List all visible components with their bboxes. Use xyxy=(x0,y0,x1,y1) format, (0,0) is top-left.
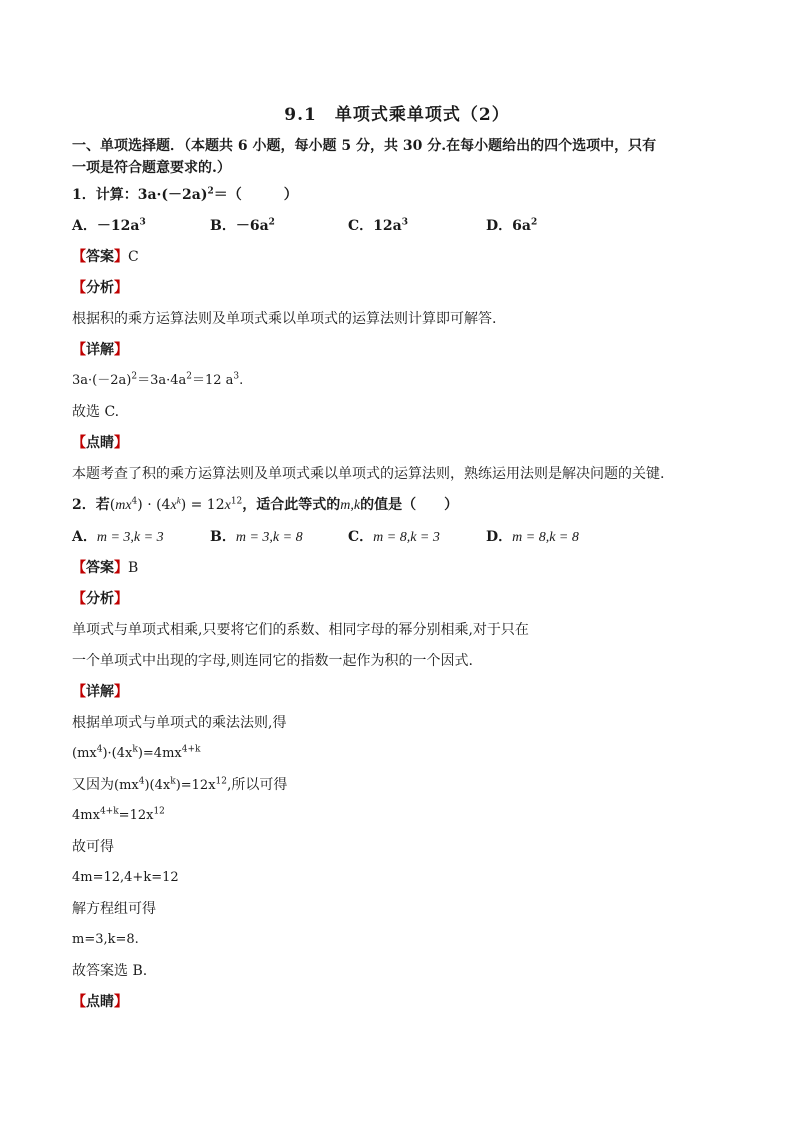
q1-stem-text-a: 计算：3a·(－2a) xyxy=(95,187,208,203)
q1-option-b: B．$-6a^2$ xyxy=(210,217,275,234)
q1-answer: 【答案】C xyxy=(72,249,139,265)
q1-option-a: A．$-12a^3$ xyxy=(72,217,146,234)
q1-comment-text: 本题考查了积的乘方运算法则及单项式乘以单项式的运算法则，熟练运用法则是解决问题的关键. xyxy=(72,466,665,482)
q2-option-d: D．m = 8,k = 8 xyxy=(486,529,579,545)
q2-option-b: B．m = 3,k = 8 xyxy=(210,529,303,545)
q2-detail-line8: m=3,k=8. xyxy=(72,932,139,947)
q1-detail-text: $3a\cdot(-2a)^2=3a\cdot 4a^2=12$ $a^3$. xyxy=(72,371,244,388)
q2-answer-value: B xyxy=(128,560,139,576)
q2-detail-line6: 4m=12,4+k=12 xyxy=(72,870,179,885)
q2-detail-label: 【详解】 xyxy=(72,684,128,700)
q2-detail-line7: 解方程组可得 xyxy=(72,901,156,917)
q2-detail-line9: 故答案选 B. xyxy=(72,963,148,979)
q2-equation: $(mx^4) \cdot (4x^k) = 12x^{12}$ xyxy=(109,495,243,513)
q1-answer-value: C xyxy=(128,249,139,265)
q2-detail-line2: $(mx^4)\cdot(4x^k)=4mx^{4+k}$ xyxy=(72,744,201,761)
q2-stem: 2．若$(mx^4) \cdot (4x^k) = 12x^{12}$，适合此等式的m,k的值是（ ） xyxy=(72,495,459,513)
q1-stem-text-b: ＝（ ） xyxy=(213,187,298,203)
q1-detail-label: 【详解】 xyxy=(72,342,128,358)
q1-option-c: C．$12a^3$ xyxy=(348,217,408,234)
q2-detail-line4: $4mx^{4+k}=12x^{12}$ xyxy=(72,806,165,823)
q2-option-a: A．m = 3,k = 3 xyxy=(72,529,164,545)
q2-option-c: C．m = 8,k = 3 xyxy=(348,529,440,545)
q2-analysis-line2: 一个单项式中出现的字母,则连同它的指数一起作为积的一个因式. xyxy=(72,653,473,669)
q2-comment-label: 【点睛】 xyxy=(72,994,128,1010)
q1-analysis-text: 根据积的乘方运算法则及单项式乘以单项式的运算法则计算即可解答. xyxy=(72,311,497,327)
q1-detail-conclusion: 故选 C. xyxy=(72,404,120,420)
q2-analysis-line1: 单项式与单项式相乘,只要将它们的系数、相同字母的幂分别相乘,对于只在 xyxy=(72,622,529,638)
q2-detail-line3: 又因为$(mx^4)(4x^k)=12x^{12}$,所以可得 xyxy=(72,776,288,793)
q1-option-d: D．$6a^2$ xyxy=(486,217,538,234)
page-title: 9.1 单项式乘单项式（2） xyxy=(284,105,510,125)
q2-analysis-label: 【分析】 xyxy=(72,591,128,607)
q2-number: 2． xyxy=(72,497,96,513)
q2-detail-line1: 根据单项式与单项式的乘法法则,得 xyxy=(72,715,287,731)
section-heading-line1: 一、单项选择题．（本题共 6 小题，每小题 5 分，共 30 分.在每小题给出的四个选项中，只有 xyxy=(72,138,657,154)
q2-answer: 【答案】B xyxy=(72,560,139,576)
q2-detail-line5: 故可得 xyxy=(72,839,114,855)
q1-analysis-label: 【分析】 xyxy=(72,280,128,296)
q1-number: 1． xyxy=(72,187,96,203)
answer-label: 答案 xyxy=(86,249,114,265)
q1-comment-label: 【点睛】 xyxy=(72,435,128,451)
section-heading-line2: 一项是符合题意要求的.） xyxy=(72,160,231,176)
q1-stem: 1．计算：$3a\cdot(-2a)^2=$（ ） xyxy=(72,186,298,203)
